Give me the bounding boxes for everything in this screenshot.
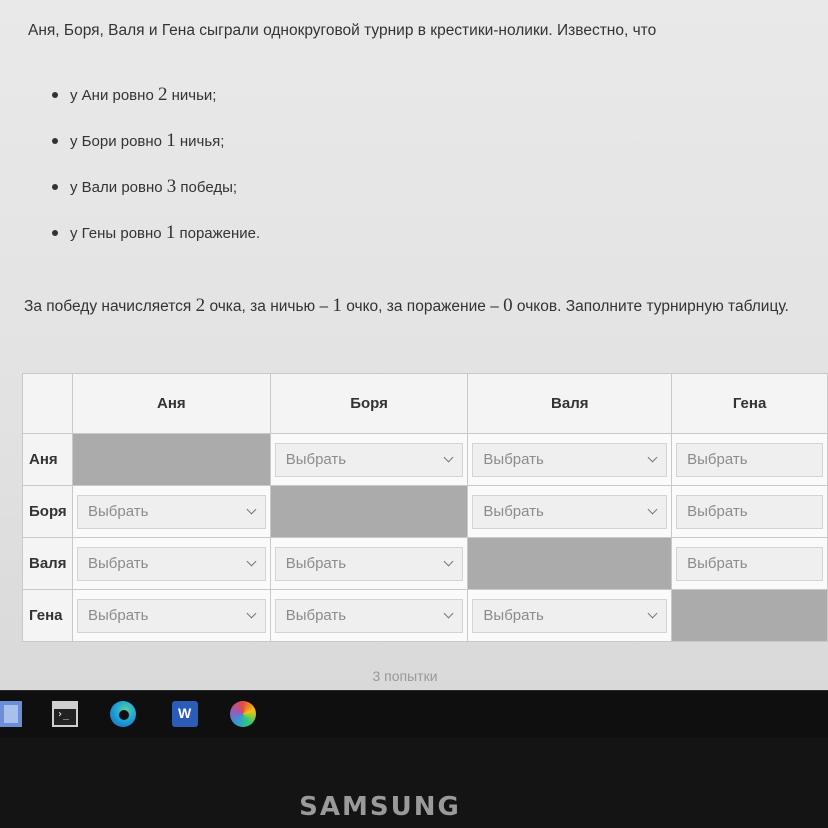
diagonal-cell [270,486,468,538]
result-select[interactable]: Выбрать [472,599,667,633]
chevron-down-icon [648,609,658,619]
condition-item: у Гены ровно 1 поражение. [52,220,260,266]
result-select[interactable]: Выбрать [472,495,667,529]
result-select[interactable]: Выбрать [275,599,464,633]
condition-item: у Вали ровно 3 победы; [52,174,260,220]
result-cell [72,486,270,538]
table-row [23,486,828,538]
row-header: Гена [23,590,73,642]
result-cell [672,538,828,590]
result-cell [270,434,468,486]
word-icon[interactable] [172,701,198,727]
column-header: Аня [72,374,270,434]
diagonal-cell [468,538,672,590]
edge-browser-icon[interactable] [110,701,136,727]
row-header: Боря [23,486,73,538]
diagonal-cell [72,434,270,486]
chevron-down-icon [444,609,454,619]
result-select[interactable]: Выбрать [472,443,667,477]
condition-item: у Ани ровно 2 ничьи; [52,82,260,128]
result-select[interactable]: Выбрать [676,443,823,477]
table-row [23,590,828,642]
diagonal-cell [672,590,828,642]
column-header: Боря [270,374,468,434]
tournament-table [22,373,828,642]
chevron-down-icon [246,609,256,619]
result-cell [672,486,828,538]
table-row [23,434,828,486]
column-header: Валя [468,374,672,434]
paint-icon[interactable] [230,701,256,727]
result-select[interactable]: Выбрать [77,547,266,581]
result-select[interactable]: Выбрать [676,547,823,581]
row-header: Аня [23,434,73,486]
column-header: Гена [672,374,828,434]
result-select[interactable]: Выбрать [676,495,823,529]
attempts-counter: 3 попытки [372,668,438,684]
conditions-list [52,82,260,266]
result-cell [468,590,672,642]
table-row [23,538,828,590]
chevron-down-icon [648,453,658,463]
condition-item: у Бори ровно 1 ничья; [52,128,260,174]
chevron-down-icon [246,505,256,515]
scoring-text: За победу начисляется 2 очка, за ничью – 1 очко, за поражение – 0 очков. Заполните турнирную таблицу. [24,295,789,316]
result-select[interactable]: Выбрать [77,495,266,529]
chevron-down-icon [246,557,256,567]
chevron-down-icon [444,557,454,567]
terminal-icon[interactable] [52,701,78,727]
problem-intro: Аня, Боря, Валя и Гена сыграли однокруговой турнир в крестики-нолики. Известно, что [28,22,657,39]
row-header: Валя [23,538,73,590]
chevron-down-icon [444,453,454,463]
result-cell [72,538,270,590]
result-cell [468,434,672,486]
taskbar [0,690,828,738]
result-select[interactable]: Выбрать [275,547,464,581]
start-icon[interactable] [0,701,22,727]
result-cell [672,434,828,486]
corner-cell [23,374,73,434]
result-cell [270,538,468,590]
result-cell [72,590,270,642]
result-cell [468,486,672,538]
result-select[interactable]: Выбрать [275,443,464,477]
table-header-row [23,374,828,434]
chevron-down-icon [648,505,658,515]
monitor-brand-logo: SAMSUNG [299,792,461,822]
result-cell [270,590,468,642]
result-select[interactable]: Выбрать [77,599,266,633]
